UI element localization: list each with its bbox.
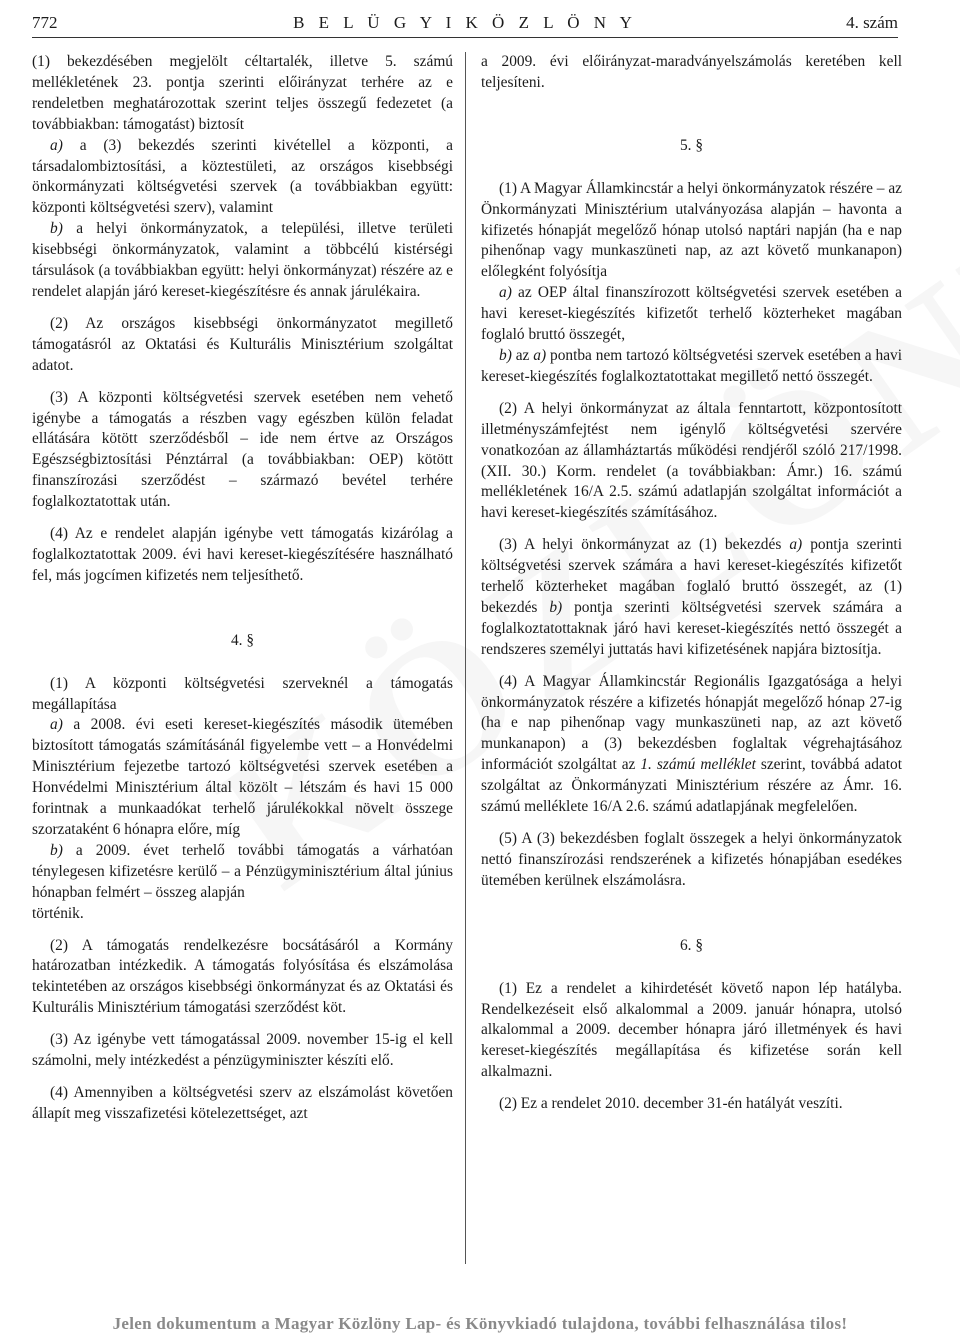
section-heading: 6. § bbox=[679, 936, 704, 954]
paragraph: (1) bekezdésében megjelölt céltartalék, illetve 5. számú mellékletének 23. pontja szerinti előirányzat terhére az e rendeletben meghatározottak szerint teljes összegű fedezetet (a továbbiakban: támogatást) biztosít bbox=[32, 53, 453, 133]
journal-title: B E L Ü G Y I K Ö Z L Ö N Y bbox=[293, 13, 637, 32]
list-item: a) az OEP által finanszírozott költségvetési szervek esetében a havi kereset-kiegészítés kifizetőt terhelő közterheket magában foglaló bruttó összegét, bbox=[481, 284, 902, 344]
left-column bbox=[32, 52, 453, 1125]
page-number: 772 bbox=[32, 13, 58, 32]
paragraph: (2) Az országos kisebbségi önkormányzatot megillető támogatásról az Oktatási és Kulturális Minisztérium szolgáltat adatot. bbox=[32, 314, 453, 374]
column-divider bbox=[465, 52, 466, 1264]
paragraph: (5) A (3) bekezdésben foglalt összegek a helyi önkormányzatok nettó finanszírozási rendszerének a kifizetés hónapjában esedékes ütemében kerülnek elszámolásra. bbox=[481, 830, 902, 889]
right-column bbox=[481, 52, 902, 1115]
paragraph: (3) A központi költségvetési szervek esetében nem vehető igénybe a támogatás a részben vagy egészben külön feladat ellátására kötött szerződésből – ide nem értve az Országos Egészségbiztosítási Pénztárral (a továbbiakban: OEP) kötött finanszírozási szerződést – származó bevétel terhére foglalkoztatottak után. bbox=[32, 388, 453, 511]
copyright-notice: Jelen dokumentum a Magyar Közlöny Lap- és Könyvkiadó tulajdona, további felhasználása tilos! bbox=[112, 1314, 848, 1333]
section-heading: 4. § bbox=[230, 631, 255, 649]
paragraph: (2) A támogatás rendelkezésre bocsátásáról a Kormány határozatban intézkedik. A támogatás folyósítása és elszámolása tekintetében az országos kisebbségi önkormányzat és az Oktatási és Kulturális Minisztérium támogatási szerződést köt. bbox=[32, 936, 453, 1017]
list-item: b) az a) pontba nem tartozó költségvetési szervek esetében a havi kereset-kiegészítés foglalkoztatottakat megillető nettó összegét. bbox=[481, 346, 902, 385]
list-item: a) a (3) bekezdés szerinti kivétellel a központi, a társadalombiztosítási, a köztestületi, az országos kisebbségi önkormányzati költségvetési szervek (a továbbiakban együtt: központi költségvetési szerv), valamint bbox=[32, 136, 453, 217]
paragraph: a 2009. évi előirányzat-maradványelszámolás keretében kell teljesíteni. bbox=[481, 53, 902, 91]
list-item: b) a helyi önkormányzatok, a települési, illetve területi kisebbségi önkormányzatok, valamint a többcélú kistérségi társulások (a továbbiakban együtt: helyi önkormányzat) részére az e rendelet alapján járó kereset-kiegészítésre és annak járulékaira. bbox=[32, 220, 453, 300]
paragraph: (1) A Magyar Államkincstár a helyi önkormányzatok részére – az Önkormányzati Minisztérium utalványozása alapján – havonta a kifizetés hónapját megelőző hónap utolsó naptári napján (ha e nap pihenőnap vagy munkaszüneti nap, az azt követő munkanapon) előlegként folyósítja bbox=[481, 179, 902, 281]
paragraph: (1) Ez a rendelet a kihirdetését követő napon lép hatályba. Rendelkezéseit első alkalommal a 2009. január hónapra, utolsó alkalommal a 2009. december hónapra járó illetmények és havi kereset-kiegészítés megállapítása és kifizetése során kell alkalmazni. bbox=[481, 979, 902, 1081]
paragraph: (4) Az e rendelet alapján igénybe vett támogatás kizárólag a foglalkoztatottak 2009. évi havi kereset-kiegészítésére használható fel, más jogcímen kifizetés nem teljesíthető. bbox=[32, 525, 453, 584]
paragraph: (4) A Magyar Államkincstár Regionális Igazgatósága a helyi önkormányzatok részére a kifizetés hónapját megelőző hónap 27-ig (ha e nap pihenőnap vagy munkaszüneti nap, az azt követő munkanapon) a (3) bekezdésben foglaltak végrehajtásához információt szolgáltat az 1. számú melléklet szerint, továbbá adatot szolgáltat az Önkormányzati Minisztérium részére az Ámr. 16. számú melléklete 16/A 2.6. számú adatlapjának megfelelően. bbox=[481, 672, 902, 816]
list-item: a) a 2008. évi eseti kereset-kiegészítés második ütemében biztosított támogatás számításánál figyelembe vett – a Honvédelmi Minisztérium fejezetbe tartozó költségvetési szervek esetében a Honvédelmi Minisztérium által közölt – létszám és havi 15 000 forintnak a munkaadókat terhelő járulékokkal növelt összege szorzataként 6 hónapra előre, míg bbox=[32, 716, 453, 838]
list-item: b) a 2009. évet terhelő további támogatás a várhatóan ténylegesen kifizetésre kerülő – a Pénzügyminisztérium által június hónapban felmért – összeg alapján bbox=[32, 841, 453, 901]
paragraph: (2) A helyi önkormányzat az általa fenntartott, központosított illetményszámfejtést nem igénylő költségvetési szervére vonatkozóan az államháztartás működési rendjéről szóló 217/1998. (XII. 30.) Korm. rendelet (a továbbiakban: Ámr.) 16. számú mellékletének 16/A 2.5. számú adatlapján szolgáltat információt a havi kereset-kiegészítés számításához. bbox=[481, 399, 902, 522]
issue-number: 4. szám bbox=[846, 13, 898, 32]
paragraph: történik. bbox=[32, 904, 84, 922]
section-heading: 5. § bbox=[679, 136, 704, 154]
paragraph: (3) A helyi önkormányzat az (1) bekezdés a) pontja szerinti költségvetési szervek számára a havi kereset-kiegészítés kifizetőt terhelő közterheket magában foglaló bruttó összegét, az (1) bekezdés b) pontja szerinti költségvetési szervek számára a foglalkoztatottaknak járó havi kereset-kiegészítés nettó összegét a rendszeres személyi juttatás havi kifizetésének napjára biztosítja. bbox=[481, 536, 903, 658]
paragraph: (4) Amennyiben a költségvetési szerv az elszámolást követően állapít meg visszafizetési kötelezettséget, azt bbox=[32, 1083, 453, 1122]
paragraph: (3) Az igénybe vett támogatással 2009. november 15-ig el kell számolni, mely intézkedést a pénzügyminiszter készíti elő. bbox=[32, 1031, 453, 1070]
header-rule bbox=[32, 37, 898, 38]
page-header bbox=[32, 10, 898, 36]
paragraph: (2) Ez a rendelet 2010. december 31-én hatályát veszíti. bbox=[499, 1095, 843, 1113]
paragraph: (1) A központi költségvetési szerveknél a támogatás megállapítása bbox=[32, 674, 453, 713]
